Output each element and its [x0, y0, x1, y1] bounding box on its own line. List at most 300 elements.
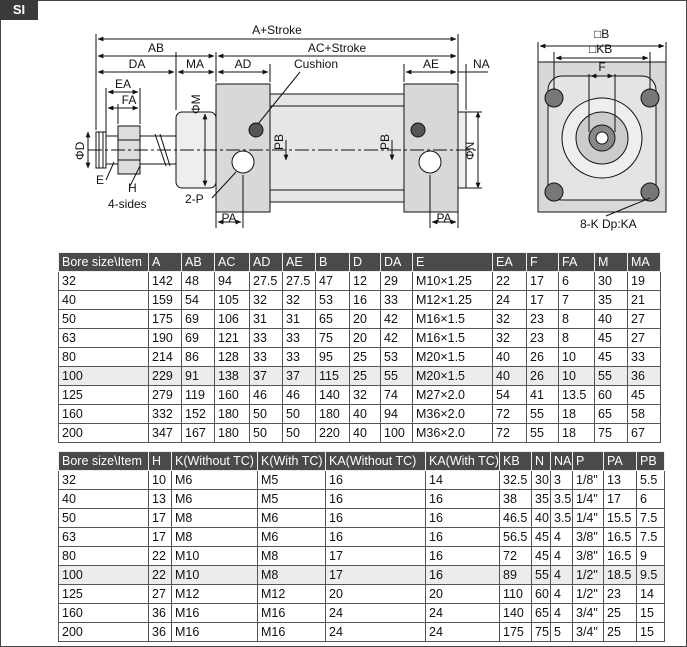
table-cell: M6 [258, 509, 326, 528]
table-cell: 38 [500, 490, 532, 509]
table-cell: M16 [172, 604, 258, 623]
table-cell: 18.5 [604, 566, 637, 585]
label-pa-left: PA [221, 211, 237, 225]
table-row [59, 490, 665, 509]
table-cell: 24 [493, 291, 527, 310]
table-cell: 106 [215, 310, 250, 329]
table-cell: 50 [283, 405, 316, 424]
table-cell: 63 [59, 528, 149, 547]
label-phi-m: ΦM [189, 94, 203, 114]
table-cell: 16 [426, 547, 500, 566]
table-row [59, 528, 665, 547]
table-cell: 63 [59, 329, 149, 348]
table-cell: 190 [149, 329, 182, 348]
table-cell: 5 [551, 623, 573, 642]
corner-bolt-tr [641, 89, 659, 107]
table-cell: 12 [350, 272, 381, 291]
table-cell: 50 [59, 509, 149, 528]
column-header: PB [637, 452, 665, 471]
table-cell: M20×1.5 [413, 348, 493, 367]
table-cell: 24 [426, 623, 500, 642]
column-header: AE [283, 253, 316, 272]
label-pb-right: PB [378, 133, 392, 150]
label-2-p: 2-P [185, 192, 204, 206]
corner-bolt-tl [545, 89, 563, 107]
table-cell: 23 [604, 585, 637, 604]
table-cell: 17 [527, 272, 559, 291]
table-cell: 13 [149, 490, 172, 509]
table-cell: 40 [350, 405, 381, 424]
table-cell: 32 [250, 291, 283, 310]
label-a-stroke: A+Stroke [252, 23, 302, 37]
table-cell: 33 [628, 348, 661, 367]
table-cell: 4 [551, 566, 573, 585]
table-cell: 58 [628, 405, 661, 424]
table-cell: 14 [426, 471, 500, 490]
table-cell: M12×1.25 [413, 291, 493, 310]
section-tag: SI [0, 0, 38, 20]
table-cell: 31 [283, 310, 316, 329]
table-cell: 65 [316, 310, 350, 329]
table-cell: 30 [532, 471, 551, 490]
column-header: F [527, 253, 559, 272]
table-cell: 1/4" [573, 509, 604, 528]
table-row [59, 547, 665, 566]
column-header: A [149, 253, 182, 272]
table-cell: 3/8" [573, 528, 604, 547]
table-row [59, 471, 665, 490]
table-cell: 4 [551, 604, 573, 623]
corner-bolt-bl [545, 183, 563, 201]
table-cell: M16 [258, 623, 326, 642]
table-cell: 7.5 [637, 509, 665, 528]
table-cell: 47 [316, 272, 350, 291]
table-cell: M10 [172, 566, 258, 585]
table-cell: 89 [500, 566, 532, 585]
table-cell: 50 [250, 405, 283, 424]
table-cell: 9.5 [637, 566, 665, 585]
table-cell: 1/8" [573, 471, 604, 490]
table-cell: 33 [381, 291, 413, 310]
table-cell: M10×1.25 [413, 272, 493, 291]
table-cell: M6 [172, 490, 258, 509]
table-cell: 6 [637, 490, 665, 509]
column-header: KA(With TC) [426, 452, 500, 471]
table-cell: 40 [595, 310, 628, 329]
table-cell: 18 [559, 424, 595, 443]
table-cell: 167 [182, 424, 215, 443]
table-cell: 332 [149, 405, 182, 424]
table-row [59, 272, 661, 291]
table-cell: M36×2.0 [413, 424, 493, 443]
table-cell: 33 [283, 329, 316, 348]
table-cell: 55 [381, 367, 413, 386]
column-header: N [532, 452, 551, 471]
dimension-table-2 [58, 451, 665, 642]
table-cell: 100 [381, 424, 413, 443]
column-header: FA [559, 253, 595, 272]
table-cell: 33 [283, 348, 316, 367]
column-header: EA [493, 253, 527, 272]
rear-cover [404, 84, 458, 212]
table-cell: M5 [258, 490, 326, 509]
table-cell: 32 [283, 291, 316, 310]
table-row [59, 367, 661, 386]
table-cell: 60 [532, 585, 551, 604]
dimension-table-1 [58, 252, 661, 443]
table-cell: 53 [316, 291, 350, 310]
table-cell: M16 [172, 623, 258, 642]
label-na: NA [473, 57, 490, 71]
table-cell: 80 [59, 547, 149, 566]
table-row [59, 509, 665, 528]
table-cell: 75 [595, 424, 628, 443]
table-cell: 50 [283, 424, 316, 443]
table-cell: 45 [595, 348, 628, 367]
table-cell: 16 [326, 471, 426, 490]
table-cell: 22 [149, 566, 172, 585]
label-cushion: Cushion [294, 57, 339, 71]
table-cell: 29 [381, 272, 413, 291]
table-cell: 32 [493, 329, 527, 348]
table-row [59, 386, 661, 405]
table-row [59, 566, 665, 585]
table-row [59, 329, 661, 348]
label-ac-stroke: AC+Stroke [307, 41, 367, 55]
column-header: M [595, 253, 628, 272]
table-cell: M16×1.5 [413, 329, 493, 348]
table-cell: 20 [426, 585, 500, 604]
table-cell: 9 [637, 547, 665, 566]
port-rear [419, 151, 441, 173]
table-cell: 6 [559, 272, 595, 291]
table-cell: M20×1.5 [413, 367, 493, 386]
label-kb: □KB [589, 42, 613, 56]
table-cell: 45 [628, 386, 661, 405]
table-cell: 26 [527, 348, 559, 367]
table-cell: 30 [595, 272, 628, 291]
table-cell: 160 [59, 604, 149, 623]
table-cell: 16 [350, 291, 381, 310]
table-cell: 60 [595, 386, 628, 405]
table-cell: 94 [381, 405, 413, 424]
table-cell: 3.5 [551, 509, 573, 528]
table-cell: 17 [149, 528, 172, 547]
table-cell: M27×2.0 [413, 386, 493, 405]
table-cell: 32 [59, 471, 149, 490]
table-cell: 53 [381, 348, 413, 367]
label-fa: FA [121, 93, 137, 107]
column-header: B [316, 253, 350, 272]
column-header: Bore size\Item [59, 253, 149, 272]
table-cell: M6 [258, 528, 326, 547]
column-header: E [413, 253, 493, 272]
label-h: H [128, 181, 137, 195]
table-cell: 17 [604, 490, 637, 509]
table-cell: M16 [258, 604, 326, 623]
table-cell: 8 [559, 329, 595, 348]
table-cell: M8 [258, 566, 326, 585]
table-cell: 24 [326, 604, 426, 623]
cylinder-drawing [0, 0, 687, 250]
label-ad: AD [234, 57, 252, 71]
table-cell: 7 [559, 291, 595, 310]
column-header: NA [551, 452, 573, 471]
table-cell: 45 [532, 547, 551, 566]
table-cell: 3/8" [573, 547, 604, 566]
table-cell: 17 [326, 547, 426, 566]
table-cell: 33 [250, 329, 283, 348]
table-cell: 94 [215, 272, 250, 291]
column-header: DA [381, 253, 413, 272]
table-cell: 279 [149, 386, 182, 405]
table-cell: 24 [326, 623, 426, 642]
table-cell: 65 [595, 405, 628, 424]
table-cell: M8 [172, 528, 258, 547]
table-cell: 91 [182, 367, 215, 386]
table-cell: 36 [149, 623, 172, 642]
label-phi-n: ΦN [463, 141, 477, 160]
table-cell: 24 [426, 604, 500, 623]
table-cell: 54 [182, 291, 215, 310]
table-cell: 27.5 [283, 272, 316, 291]
table-cell: 140 [500, 604, 532, 623]
table-cell: 46 [283, 386, 316, 405]
table-cell: 347 [149, 424, 182, 443]
table-cell: 80 [59, 348, 149, 367]
table-cell: 3 [551, 471, 573, 490]
table-cell: 110 [500, 585, 532, 604]
table-cell: 17 [326, 566, 426, 585]
table-cell: 35 [595, 291, 628, 310]
column-header: PA [604, 452, 637, 471]
table-cell: 128 [215, 348, 250, 367]
table-cell: 180 [215, 424, 250, 443]
table-cell: 1/4" [573, 490, 604, 509]
table-cell: 45 [532, 528, 551, 547]
table-cell: 40 [59, 291, 149, 310]
label-ab: AB [147, 41, 165, 55]
table-cell: 159 [149, 291, 182, 310]
table-cell: 32 [350, 386, 381, 405]
label-e: E [96, 173, 105, 187]
column-header: KA(Without TC) [326, 452, 426, 471]
column-header: P [573, 452, 604, 471]
label-ae: AE [422, 57, 440, 71]
table-cell: 42 [381, 310, 413, 329]
table-cell: 27 [628, 310, 661, 329]
table-row [59, 348, 661, 367]
table-cell: 26 [527, 367, 559, 386]
table-cell: 20 [326, 585, 426, 604]
table-cell: 36 [628, 367, 661, 386]
column-header: AC [215, 253, 250, 272]
table-cell: 46.5 [500, 509, 532, 528]
table-row [59, 291, 661, 310]
label-ma: MA [186, 57, 204, 71]
table-cell: 86 [182, 348, 215, 367]
table-cell: 72 [493, 405, 527, 424]
column-header: H [149, 452, 172, 471]
label-f: F [598, 60, 606, 74]
table-cell: 152 [182, 405, 215, 424]
table-cell: 142 [149, 272, 182, 291]
table-cell: 40 [59, 490, 149, 509]
table-cell: 95 [316, 348, 350, 367]
table-cell: 138 [215, 367, 250, 386]
table-cell: 8 [559, 310, 595, 329]
table-cell: 115 [316, 367, 350, 386]
table-row [59, 585, 665, 604]
table-cell: 20 [350, 329, 381, 348]
table-cell: 125 [59, 585, 149, 604]
table-cell: 72 [493, 424, 527, 443]
label-4-sides: 4-sides [108, 197, 147, 211]
table-cell: 16 [326, 509, 426, 528]
table-cell: 55 [527, 424, 559, 443]
table-cell: 13.5 [559, 386, 595, 405]
table-cell: 40 [350, 424, 381, 443]
table-cell: 65 [532, 604, 551, 623]
label-da: DA [128, 57, 146, 71]
column-header: D [350, 253, 381, 272]
table-cell: 16 [426, 490, 500, 509]
table-cell: 41 [527, 386, 559, 405]
label-ea: EA [114, 77, 132, 91]
table-cell: 54 [493, 386, 527, 405]
table-header-row [59, 452, 665, 471]
table-cell: 175 [500, 623, 532, 642]
table-cell: 25 [350, 367, 381, 386]
table-cell: 100 [59, 367, 149, 386]
table-cell: 55 [532, 566, 551, 585]
table-cell: M36×2.0 [413, 405, 493, 424]
table-cell: M16×1.5 [413, 310, 493, 329]
column-header: AB [182, 253, 215, 272]
column-header: AD [250, 253, 283, 272]
table-cell: 46 [250, 386, 283, 405]
table-cell: 33 [250, 348, 283, 367]
table-cell: 45 [595, 329, 628, 348]
table-cell: 7.5 [637, 528, 665, 547]
table-cell: 22 [493, 272, 527, 291]
table-cell: 17 [527, 291, 559, 310]
table-cell: 32 [493, 310, 527, 329]
table-cell: M12 [172, 585, 258, 604]
table-cell: 10 [559, 348, 595, 367]
table-cell: 5.5 [637, 471, 665, 490]
table-cell: 160 [59, 405, 149, 424]
table-cell: 55 [527, 405, 559, 424]
table-cell: 15 [637, 604, 665, 623]
table-cell: 37 [283, 367, 316, 386]
table-cell: 175 [149, 310, 182, 329]
table-cell: 23 [527, 310, 559, 329]
table-cell: 16 [326, 490, 426, 509]
table-cell: M12 [258, 585, 326, 604]
table-cell: 121 [215, 329, 250, 348]
table-cell: 140 [316, 386, 350, 405]
table-cell: 35 [532, 490, 551, 509]
table-cell: 32 [59, 272, 149, 291]
table-cell: 119 [182, 386, 215, 405]
cushion-screw-front [249, 123, 263, 137]
table-cell: 16 [426, 528, 500, 547]
label-pa-right: PA [436, 211, 452, 225]
table-cell: 75 [532, 623, 551, 642]
table-cell: 229 [149, 367, 182, 386]
label-phi-d: ΦD [73, 141, 87, 160]
table-cell: 18 [559, 405, 595, 424]
table-row [59, 424, 661, 443]
table-cell: 16.5 [604, 528, 637, 547]
column-header: K(With TC) [258, 452, 326, 471]
table-cell: 180 [215, 405, 250, 424]
table-cell: 69 [182, 310, 215, 329]
port-front [232, 151, 254, 173]
table-cell: 1/2" [573, 585, 604, 604]
table-cell: 23 [527, 329, 559, 348]
table-cell: 40 [532, 509, 551, 528]
table-cell: 69 [182, 329, 215, 348]
table-cell: 27 [149, 585, 172, 604]
table-cell: 125 [59, 386, 149, 405]
table-cell: 105 [215, 291, 250, 310]
table-cell: 27 [628, 329, 661, 348]
column-header: K(Without TC) [172, 452, 258, 471]
table-row [59, 405, 661, 424]
table-cell: 100 [59, 566, 149, 585]
table-cell: 4 [551, 528, 573, 547]
table-cell: M10 [172, 547, 258, 566]
column-header: Bore size\Item [59, 452, 149, 471]
table-cell: 3/4" [573, 623, 604, 642]
table-cell: 40 [493, 367, 527, 386]
table-cell: 10 [559, 367, 595, 386]
label-pb-left: PB [272, 133, 286, 150]
table-cell: 13 [604, 471, 637, 490]
table-cell: 55 [595, 367, 628, 386]
table-cell: 10 [149, 471, 172, 490]
table-cell: 36 [149, 604, 172, 623]
table-cell: 180 [316, 405, 350, 424]
table-cell: 31 [250, 310, 283, 329]
table-cell: 32.5 [500, 471, 532, 490]
table-cell: 4 [551, 585, 573, 604]
table-cell: 72 [500, 547, 532, 566]
table-cell: 48 [182, 272, 215, 291]
table-cell: 75 [316, 329, 350, 348]
table-row [59, 604, 665, 623]
table-cell: 3.5 [551, 490, 573, 509]
table-cell: 19 [628, 272, 661, 291]
table-cell: 16 [326, 528, 426, 547]
table-cell: 42 [381, 329, 413, 348]
table-cell: 27.5 [250, 272, 283, 291]
column-header: KB [500, 452, 532, 471]
table-cell: 56.5 [500, 528, 532, 547]
cushion-screw-rear [411, 123, 425, 137]
table-cell: 200 [59, 623, 149, 642]
table-cell: 74 [381, 386, 413, 405]
table-cell: 16.5 [604, 547, 637, 566]
table-cell: M8 [258, 547, 326, 566]
table-cell: M8 [172, 509, 258, 528]
table-cell: 50 [250, 424, 283, 443]
table-cell: 4 [551, 547, 573, 566]
table-cell: 21 [628, 291, 661, 310]
table-row [59, 623, 665, 642]
